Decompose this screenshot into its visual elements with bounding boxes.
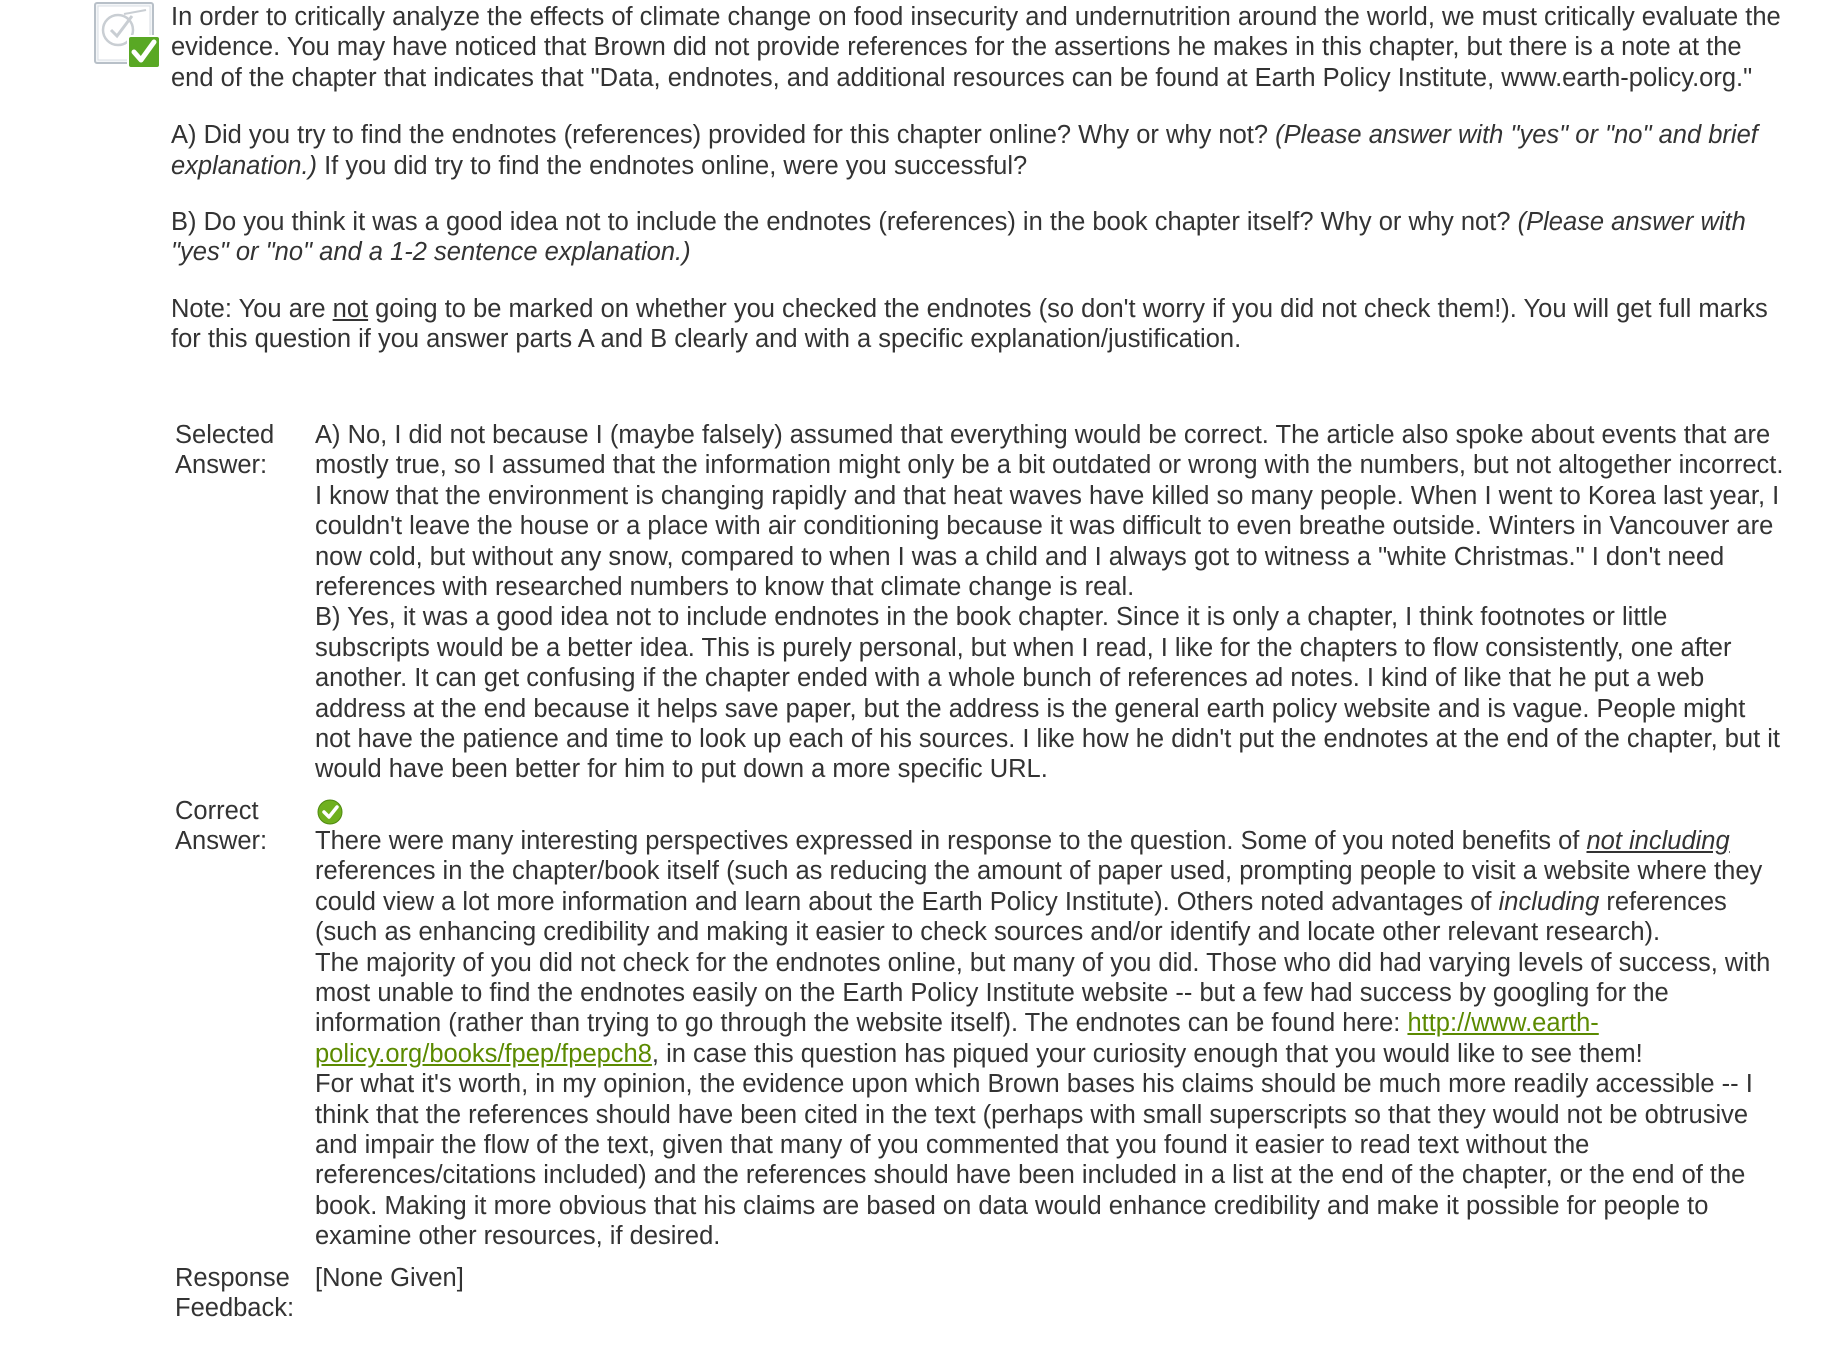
selected-answer-value [315, 420, 1785, 785]
correct-answer-para2 [315, 948, 1785, 1070]
selected-answer-part-a: A) No, I did not because I (maybe falsely) assumed that everything would be correct. The article also spoke about events that are mostly true, so I assumed that the information might only be a bit outdated or wrong with the numbers, but not altogether incorrect. I know that the environment is changing rapidly and that heat waves have killed so many people. When I went to Korea last year, I couldn't leave the house or a place with air conditioning because it was difficult to even breathe outside. Winters in Vancouver are now cold, but without any snow, compared to when I was a child and I always got to witness a "white Christmas." I don't need references with researched numbers to know that climate change is real. [315, 421, 1784, 602]
correct-answer-para3: For what it's worth, in my opinion, the evidence upon which Brown bases his claims should be much more readily accessible -- I think that the references should have been cited in the text (perhaps with small superscripts so that they would not be obtrusive and impair the flow of the text, given that many of you commented that you found it easier to read text without the references/citations included) and the references should have been included in a list at the end of the chapter, or the end of the book. Making it more obvious that his claims are based on data would enhance credibility and make it possible for people to examine other resources, if desired. [315, 1070, 1753, 1251]
question-intro: In order to critically analyze the effects of climate change on food insecurity and undernutrition around the world, we must critically evaluate the evidence. You may have noticed that Brown did not provide references for the assertions he makes in this chapter, but there is a note at the end of the chapter that indicates that "Data, endnotes, and additional resources can be found at Earth Policy Institute, www.earth-policy.org." [171, 3, 1781, 92]
question-part-a [171, 120, 1791, 181]
para1-emphasis2: including [1498, 887, 1600, 916]
endnotes-link[interactable]: http://www.earth-policy.org/books/fpep/fpepch8 [315, 1009, 1599, 1068]
selected-label-line2: Answer: [175, 451, 268, 480]
correct-label-line2: Answer: [175, 827, 268, 856]
selected-answer-part-b: B) Yes, it was a good idea not to include endnotes in the book chapter. Since it is only a chapter, I think footnotes or little subscripts would be a better idea. This is purely personal, but when I read, I like for the chapters to flow consistently, one after another. It can get confusing if the chapter ended with a whole bunch of references ad notes. I kind of like that he put a web address at the end because it helps save paper, but the address is the general earth policy website and is vague. People might not have the patience and time to look up each of his sources. I like how he didn't put the endnotes at the end of the chapter, but it would have been better for him to put down a more specific URL. [315, 603, 1781, 784]
selected-answer-label [175, 420, 315, 481]
correct-check-icon [316, 796, 346, 826]
part-b-instruction: (Please answer with "yes" or "no" and a 1-2 sentence explanation.) [171, 208, 1746, 267]
feedback-label-line1: Response [175, 1263, 290, 1292]
answer-details [175, 420, 1795, 1323]
correct-label-line1: Correct [175, 796, 259, 825]
para1-text2: references in the chapter/book itself (such as reducing the amount of paper used, prompting people to visit a website where they could view a lot more information and learn about the Earth Policy Institute). Others noted advantages of [315, 857, 1763, 916]
question-part-b [171, 207, 1791, 268]
para2-text1: The majority of you did not check for the endnotes online, but many of you did. Those who did had varying levels of success, with most unable to find the endnotes easily on the Earth Policy Institute website -- but a few had success by googling for the information (rather than trying to go through the website itself). The endnotes can be found here: [315, 948, 1771, 1038]
response-feedback-label [175, 1263, 315, 1324]
correct-answer-para1 [315, 826, 1785, 948]
correct-answer-row [175, 796, 1795, 1252]
response-feedback-row [175, 1263, 1795, 1324]
para2-text2: , in case this question has piqued your curiosity enough that you would like to see them! [651, 1039, 1643, 1068]
part-a-text: A) Did you try to find the endnotes (references) provided for this chapter online? Why or why not? [171, 121, 1276, 150]
note-emphasis: not [332, 294, 369, 323]
part-a-instruction: (Please answer with "yes" or "no" and brief explanation.) [171, 121, 1758, 180]
feedback-label-line2: Feedback: [175, 1293, 295, 1322]
selected-label-line1: Selected [175, 421, 275, 449]
part-b-text: B) Do you think it was a good idea not to include the endnotes (references) in the book chapter itself? Why or why not? [171, 208, 1518, 237]
para1-text1: There were many interesting perspectives expressed in response to the question. Some of you noted benefits of [315, 826, 1587, 855]
graded-correct-icon [94, 2, 164, 70]
response-feedback-value: [None Given] [315, 1263, 464, 1292]
para1-emphasis1: not including [1586, 826, 1730, 855]
note-suffix: going to be marked on whether you checked the endnotes (so don't worry if you did not check them!). You will get full marks for this question if you answer parts A and B clearly and with a specific explanation/justification. [171, 294, 1768, 354]
note-prefix: Note: You are [171, 294, 333, 323]
correct-answer-label [175, 796, 315, 857]
para1-text3: references (such as enhancing credibility and making it easier to check sources and/or identify and locate other relevant research). [315, 887, 1727, 947]
question-note [171, 294, 1791, 355]
question-text [171, 2, 1791, 381]
selected-answer-row [175, 420, 1795, 785]
correct-answer-value [315, 796, 1785, 1252]
part-a-followup: If you did try to find the endnotes online, were you successful? [317, 151, 1028, 180]
